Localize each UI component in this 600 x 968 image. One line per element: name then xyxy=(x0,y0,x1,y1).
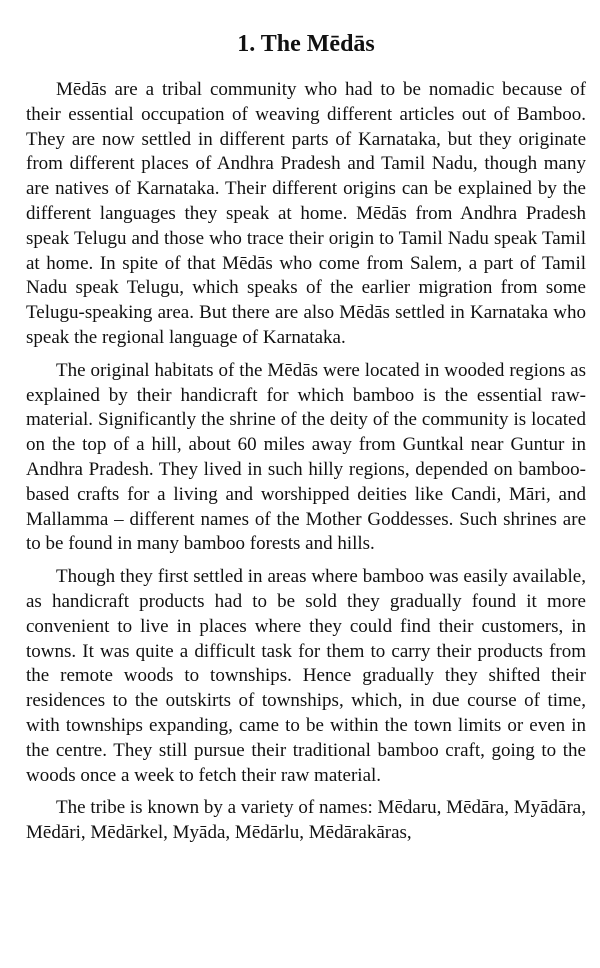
paragraph: The original habitats of the Mēdās were located in wooded regions as explained by their handicraft for which bamboo is the essential raw-material. Significantly the shrine of the deity of the community is located on the top of a hill, about 60 miles away from Guntkal near Guntur in Andhra Pradesh. They lived in such hilly regions, depended on bamboo-based crafts for a living and worshipped deities like Candi, Māri, and Mallamma – different names of the Mother Goddesses. Such shrines are to be found in many bamboo forests and hills. xyxy=(26,359,586,555)
paragraph: The tribe is known by a variety of names: Mēdaru, Mēdāra, Myādāra, Mēdāri, Mēdārkel, Myāda, Mēdārlu, Mēdārakāras, xyxy=(26,797,586,844)
document-page xyxy=(26,28,586,854)
paragraph: Mēdās are a tribal community who had to be nomadic because of their essential occupation of weaving different articles out of Bamboo. They are now settled in different parts of Karnataka, but they originate from different places of Andhra Pradesh and Tamil Nadu, though many are natives of Karnataka. Their different origins can be explained by the different languages they speak at home. Mēdās from Andhra Pradesh speak Telugu and those who trace their origin to Tamil Nadu speak Tamil at home. In spite of that Mēdās who come from Salem, a part of Tamil Nadu speak Telugu, which speaks of the earlier migration from some Telugu-speaking area. But there are also Mēdās settled in Karnataka who speak the regional language of Karnataka. xyxy=(26,79,586,348)
paragraph: Though they first settled in areas where bamboo was easily available, as handicraft products had to be sold they gradually found it more convenient to live in places where they could find their customers, in towns. It was quite a difficult task for them to carry their products from the remote woods to townships. Hence gradually they shifted their residences to the outskirts of townships, which, in due course of time, with townships expanding, came to be within the town limits or even in the centre. They still pursue their traditional bamboo craft, going to the woods once a week to fetch their raw material. xyxy=(26,566,586,786)
chapter-title: 1. The Mēdās xyxy=(237,31,375,57)
